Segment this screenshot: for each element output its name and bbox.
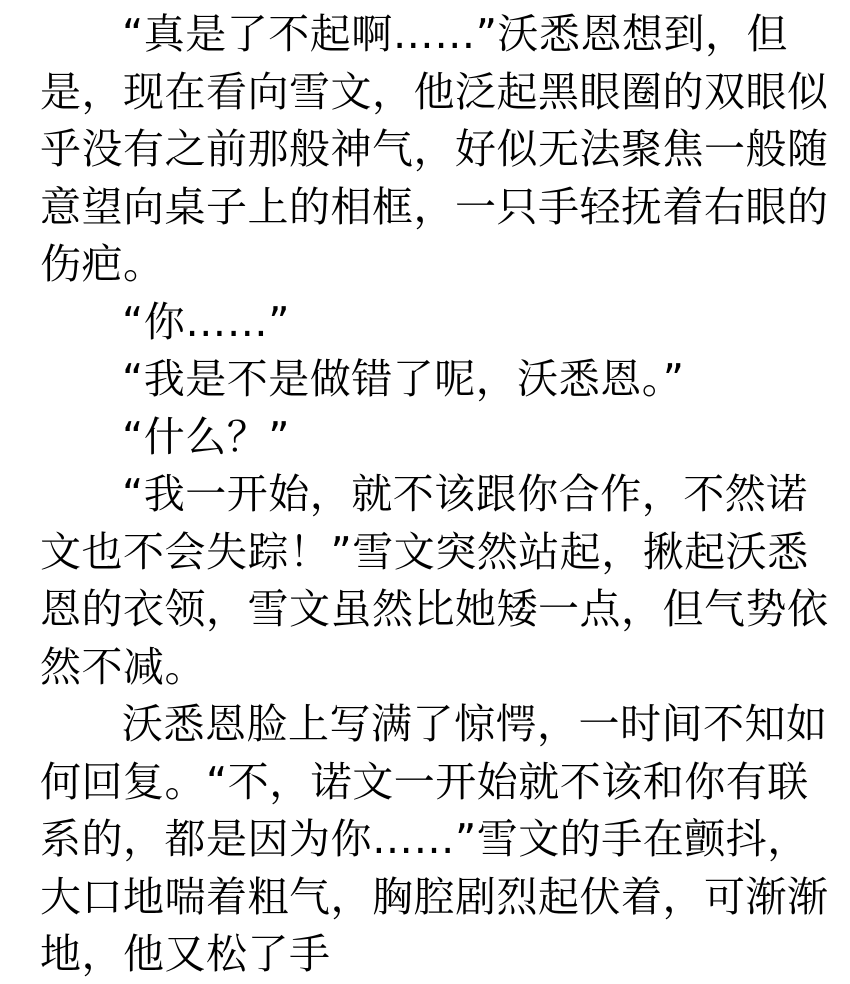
text-line-16: 大口地喘着粗气，胸腔剧烈起伏着，可渐渐 xyxy=(40,872,829,921)
text-line-2: 是，现在看向雪文，他泛起黑眼圈的双眼似 xyxy=(40,67,829,116)
text-line-8: “什么？” xyxy=(122,412,290,461)
text-line-14: 何回复。“不，诺文一开始就不该和你有联 xyxy=(40,757,809,806)
text-line-9: “我一开始，就不该跟你合作，不然诺 xyxy=(122,470,808,518)
text-line-3: 乎没有之前那般神气，好似无法聚焦一般随 xyxy=(40,125,829,173)
text-line-6: “你……” xyxy=(122,297,290,346)
text-line-10: 文也不会失踪！”雪文突然站起，揪起沃悉 xyxy=(40,527,809,576)
text-line-5: 伤疤。 xyxy=(40,240,165,288)
text-line-12: 然不减。 xyxy=(40,642,206,691)
text-line-7: “我是不是做错了呢，沃悉恩。” xyxy=(122,355,685,403)
text-line-4: 意望向桌子上的相框，一只手轻抚着右眼的 xyxy=(40,182,829,231)
text-line-11: 恩的衣领，雪文虽然比她矮一点，但气势依 xyxy=(40,585,829,633)
text-line-17: 地，他又松了手 xyxy=(40,930,331,978)
text-line-1: “真是了不起啊……”沃悉恩想到，但 xyxy=(122,10,788,58)
text-line-15: 系的，都是因为你……”雪文的手在颤抖， xyxy=(40,815,809,863)
text-line-13: 沃悉恩脸上写满了惊愕，一时间不知如 xyxy=(122,700,828,748)
